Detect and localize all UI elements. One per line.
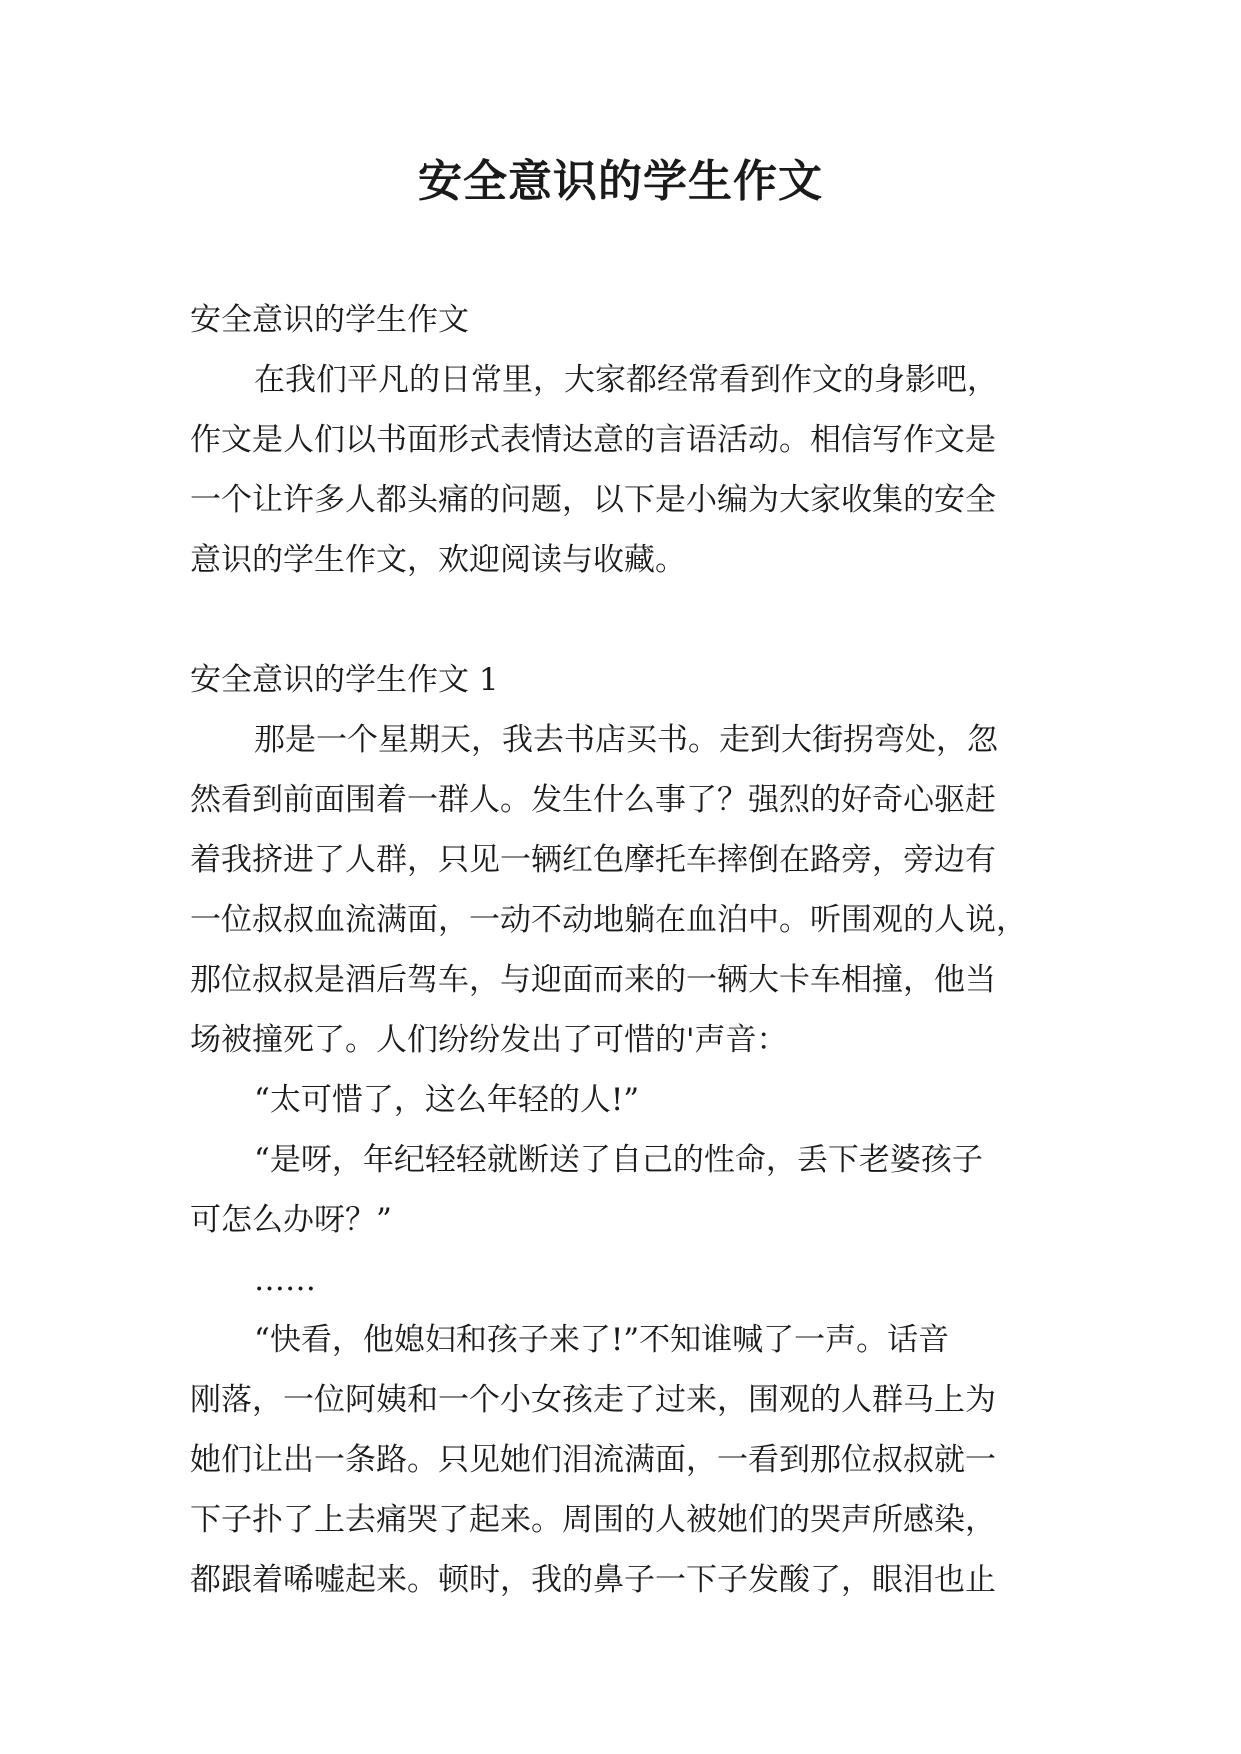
story-line: 刚落，一位阿姨和一个小女孩走了过来，围观的人群马上为 [190, 1382, 996, 1418]
story-paragraph-1 [190, 710, 1060, 1070]
story-paragraph-2 [190, 1310, 1060, 1610]
quote-line: 可怎么办呀？” [190, 1202, 392, 1238]
section-heading: 安全意识的学生作文 1 [190, 662, 499, 698]
intro-line: 意识的学生作文，欢迎阅读与收藏。 [190, 542, 686, 578]
story-line: 着我挤进了人群，只见一辆红色摩托车摔倒在路旁，旁边有 [190, 842, 996, 878]
story-line: 那位叔叔是酒后驾车，与迎面而来的一辆大卡车相撞，他当 [190, 962, 996, 998]
ellipsis: …… [254, 1262, 316, 1298]
quote-2 [190, 1130, 1060, 1250]
document-title: 安全意识的学生作文 [418, 156, 823, 207]
quote-line: “太可惜了，这么年轻的人!” [254, 1082, 640, 1118]
story-line: 都跟着唏嘘起来。顿时，我的鼻子一下子发酸了，眼泪也止 [190, 1562, 996, 1598]
quote-line: “是呀，年纪轻轻就断送了自己的性命，丢下老婆孩子 [254, 1142, 983, 1178]
document-body [190, 290, 1060, 1610]
story-line: 她们让出一条路。只见她们泪流满面，一看到那位叔叔就一 [190, 1442, 996, 1478]
intro-line: 在我们平凡的日常里，大家都经常看到作文的身影吧， [254, 362, 998, 398]
story-line: 场被撞死了。人们纷纷发出了可惜的'声音： [190, 1022, 788, 1058]
intro-paragraph [190, 350, 1060, 590]
story-line: 那是一个星期天，我去书店买书。走到大街拐弯处，忽 [254, 722, 998, 758]
ellipsis-line [190, 1250, 1060, 1310]
story-line: 一位叔叔血流满面，一动不动地躺在血泊中。听围观的人说， [190, 902, 1027, 938]
paragraph-gap [190, 590, 1060, 650]
quote-1 [190, 1070, 1060, 1130]
story-line: 下子扑了上去痛哭了起来。周围的人被她们的哭声所感染， [190, 1502, 996, 1538]
story-line: 然看到前面围着一群人。发生什么事了？强烈的好奇心驱赶 [190, 782, 996, 818]
story-line: “快看，他媳妇和孩子来了!”不知谁喊了一声。话音 [254, 1322, 950, 1358]
essay-subtitle: 安全意识的学生作文 [190, 302, 469, 338]
intro-line: 作文是人们以书面形式表情达意的言语活动。相信写作文是 [190, 422, 996, 458]
intro-line: 一个让许多人都头痛的问题，以下是小编为大家收集的安全 [190, 482, 996, 518]
